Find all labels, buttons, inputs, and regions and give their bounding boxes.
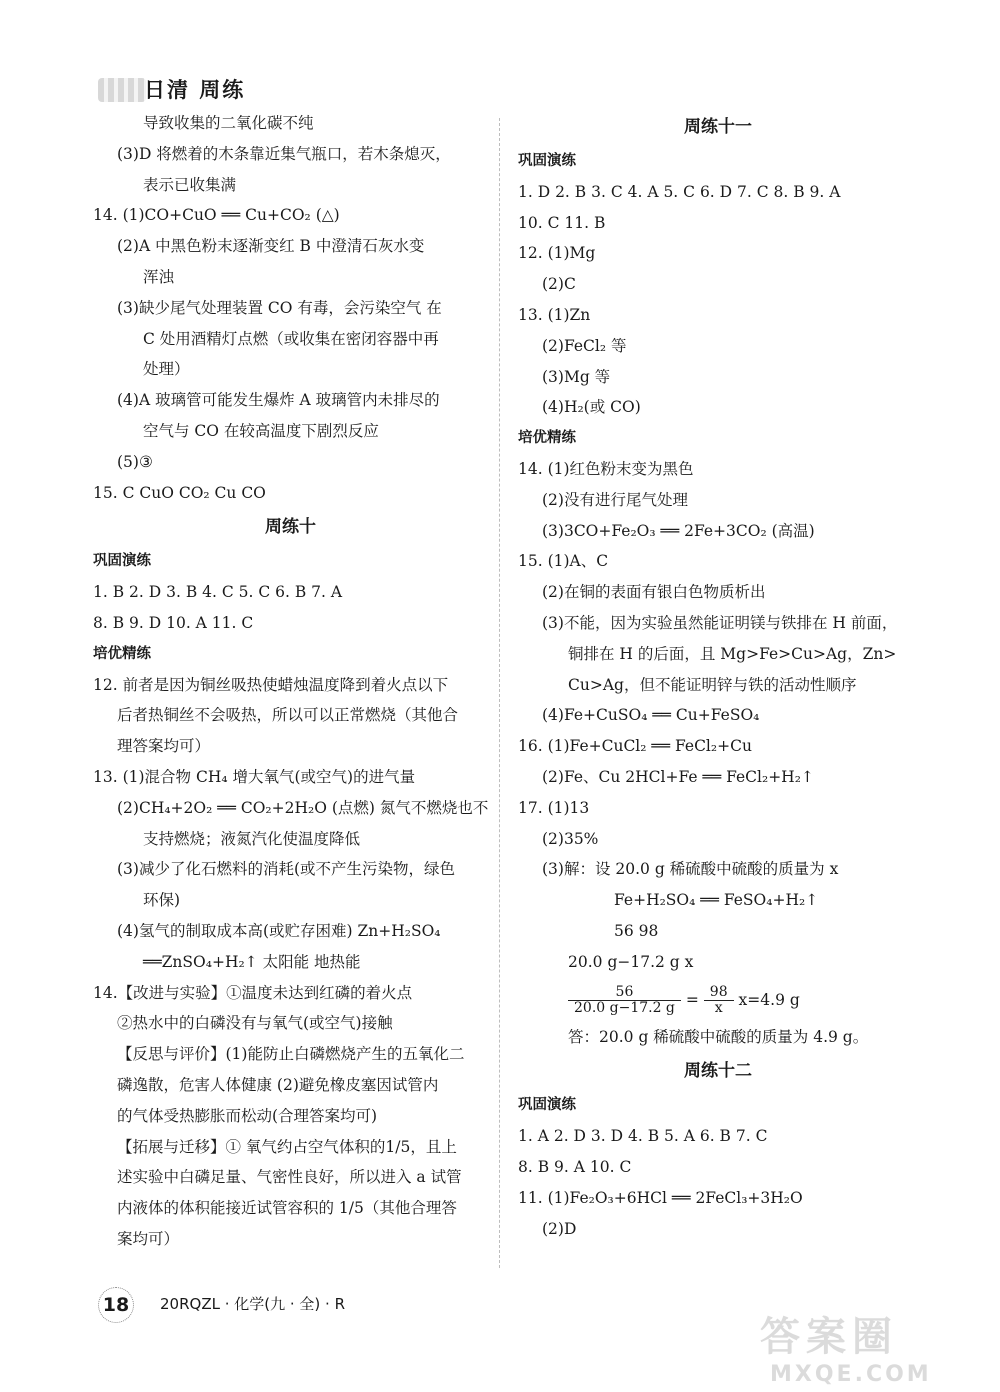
answer-line: (2)D [542, 1219, 577, 1238]
fraction-right-denominator: x [714, 1000, 723, 1017]
answer-line: Fe+H₂SO₄ ══ FeSO₄+H₂↑ [614, 891, 819, 910]
right-column-part2 [518, 1052, 918, 1244]
answer-line: (2)CH₄+2O₂ ══ CO₂+2H₂O (点燃) 氮气不燃烧也不 [117, 798, 489, 817]
answer-line: 述实验中白磷足量、气密性良好，所以进入 a 试管 [117, 1168, 462, 1187]
answer-line: (4)A 玻璃管可能发生爆炸 A 玻璃管内未排尽的 [117, 391, 440, 410]
answer-line: 内液体的体积能接近试管容积的 1/5（其他合理答 [117, 1199, 457, 1218]
answer-line: 的气体受热膨胀而松动(合理答案均可) [117, 1106, 378, 1125]
right-column-part1 [518, 108, 918, 978]
answer-line: 案均可） [117, 1229, 180, 1248]
answer-line: 13. (1)混合物 CH₄ 增大氧气(或空气)的进气量 [93, 767, 416, 786]
subsection-title: 培优精练 [518, 430, 576, 447]
answer-line: (2)在铜的表面有银白色物质析出 [542, 583, 766, 602]
answer-line: 14.【改进与实验】①温度未达到红磷的着火点 [93, 983, 413, 1002]
fraction-right [704, 985, 734, 1016]
right-column [518, 108, 918, 1244]
page-header [98, 72, 258, 106]
header-decoration [98, 78, 146, 102]
watermark-text: 答案圈 [760, 1314, 898, 1360]
header-title: 日清 周练 [144, 78, 246, 102]
answer-line: 环保) [143, 891, 181, 910]
answer-line: ══ZnSO₄+H₂↑ 太阳能 地热能 [143, 952, 361, 971]
page-number: 18 [98, 1287, 134, 1323]
answer-line: 15. (1)A、C [518, 552, 609, 571]
answer-line: 磷逸散，危害人体健康 (2)避免橡皮塞因试管内 [117, 1075, 439, 1094]
equals-sign: = [685, 990, 699, 1009]
answer-line: 浑浊 [143, 267, 175, 286]
answer-line: 支持燃烧；液氮汽化使温度降低 [143, 829, 361, 848]
section-title: 周练十一 [684, 117, 752, 137]
section-title: 周练十二 [684, 1061, 752, 1082]
subsection-title: 培优精练 [93, 645, 151, 662]
answer-line: 1. D 2. B 3. C 4. A 5. C 6. D 7. C 8. B 9. A [518, 182, 841, 201]
answer-line: 16. (1)Fe+CuCl₂ ══ FeCl₂+Cu [518, 737, 752, 756]
answer-line: 表示已收集满 [143, 175, 237, 194]
section-title: 周练十 [265, 517, 316, 538]
subsection-title: 巩固演练 [93, 553, 151, 570]
answer-line: 1. B 2. D 3. B 4. C 5. C 6. B 7. A [93, 583, 343, 602]
answer-line: 8. B 9. D 10. A 11. C [93, 613, 254, 632]
answer-line: (4)氢气的制取成本高(或贮存困难) Zn+H₂SO₄ [117, 921, 441, 940]
calc-result: x=4.9 g [738, 990, 800, 1009]
answer-line: 【拓展与迁移】① 氧气约占空气体积的1/5，且上 [117, 1137, 457, 1156]
answer-line: 处理） [143, 360, 190, 379]
answer-line: (3)D 将燃着的木条靠近集气瓶口，若木条熄灭， [117, 144, 451, 163]
answer-line: (2)没有进行尾气处理 [542, 490, 688, 509]
answer-line: 12. (1)Mg [518, 244, 596, 263]
answer-line: (2)FeCl₂ 等 [542, 336, 627, 355]
answer-line: (4)Fe+CuSO₄ ══ Cu+FeSO₄ [542, 706, 760, 725]
answer-line: 56 98 [614, 921, 659, 940]
answer-line: 10. C 11. B [518, 213, 606, 232]
fraction-left [568, 985, 681, 1016]
page-footer [98, 1285, 498, 1325]
answer-line: (3)3CO+Fe₂O₃ ══ 2Fe+3CO₂ (高温) [542, 521, 815, 540]
answer-line: 8. B 9. A 10. C [518, 1157, 632, 1176]
answer-line: 13. (1)Zn [518, 305, 591, 324]
watermark-logo [760, 1305, 985, 1387]
column-divider [499, 118, 500, 1268]
answer-line: (3)不能，因为实验虽然能证明镁与铁排在 H 前面， [542, 613, 898, 632]
answer-line: 后者热铜丝不会吸热，所以可以正常燃烧（其他合 [117, 706, 459, 725]
answer-line: (2)35% [542, 829, 599, 848]
answer-line: ②热水中的白磷没有与氧气(或空气)接触 [117, 1014, 393, 1033]
subsection-title: 巩固演练 [518, 1097, 576, 1114]
answer-line: C 处用酒精灯点燃（或收集在密闭容器中再 [143, 329, 439, 348]
answer-line: Cu>Ag，但不能证明锌与铁的活动性顺序 [568, 675, 857, 694]
answer-line: 20.0 g−17.2 g x [568, 952, 694, 971]
answer-line: 14. (1)红色粉末变为黑色 [518, 459, 694, 478]
answer-line: 导致收集的二氧化碳不纯 [143, 114, 314, 132]
answer-line: (5)③ [117, 452, 153, 471]
left-column [93, 108, 488, 1255]
fraction-left-denominator: 20.0 g−17.2 g [574, 1000, 675, 1017]
answer-line: (3)缺少尾气处理装置 CO 有毒，会污染空气 在 [117, 298, 442, 317]
answer-line: 【反思与评价】(1)能防止白磷燃烧产生的五氧化二 [117, 1045, 465, 1064]
subsection-title: 巩固演练 [518, 153, 576, 169]
answer-line: (4)H₂(或 CO) [542, 398, 641, 417]
fraction-right-numerator: 98 [704, 985, 734, 1001]
calc-answer: 答：20.0 g 稀硫酸中硫酸的质量为 4.9 g。 [568, 1027, 869, 1046]
answer-line: (2)A 中黑色粉末逐渐变红 B 中澄清石灰水变 [117, 237, 425, 256]
answer-line: 14. (1)CO+CuO ══ Cu+CO₂ (△) [93, 206, 340, 225]
fraction-left-numerator: 56 [568, 985, 681, 1001]
answer-line: (3)Mg 等 [542, 367, 611, 386]
answer-line: (3)减少了化石燃料的消耗(或不产生污染物，绿色 [117, 860, 456, 879]
watermark-url: MXQE.COM [770, 1362, 932, 1387]
book-code: 20RQZL · 化学(九 · 全) · R [160, 1295, 345, 1313]
answer-line: 1. A 2. D 3. D 4. B 5. A 6. B 7. C [518, 1127, 768, 1146]
answer-line: (2)Fe、Cu 2HCl+Fe ══ FeCl₂+H₂↑ [542, 767, 814, 786]
calc-equation [518, 978, 918, 1022]
answer-line: 理答案均可） [117, 737, 211, 756]
answer-line: 空气与 CO 在较高温度下剧烈反应 [143, 421, 379, 440]
answer-line: 15. C CuO CO₂ Cu CO [93, 483, 266, 502]
answer-line: 铜排在 H 的后面，且 Mg>Fe>Cu>Ag，Zn> [568, 644, 897, 663]
answer-line: 11. (1)Fe₂O₃+6HCl ══ 2FeCl₃+3H₂O [518, 1188, 803, 1207]
answer-line: (2)C [542, 275, 576, 294]
answer-line: 17. (1)13 [518, 798, 590, 817]
answer-line: 12. 前者是因为铜丝吸热使蜡烛温度降到着火点以下 [93, 675, 449, 694]
answer-line: (3)解：设 20.0 g 稀硫酸中硫酸的质量为 x [542, 860, 839, 879]
